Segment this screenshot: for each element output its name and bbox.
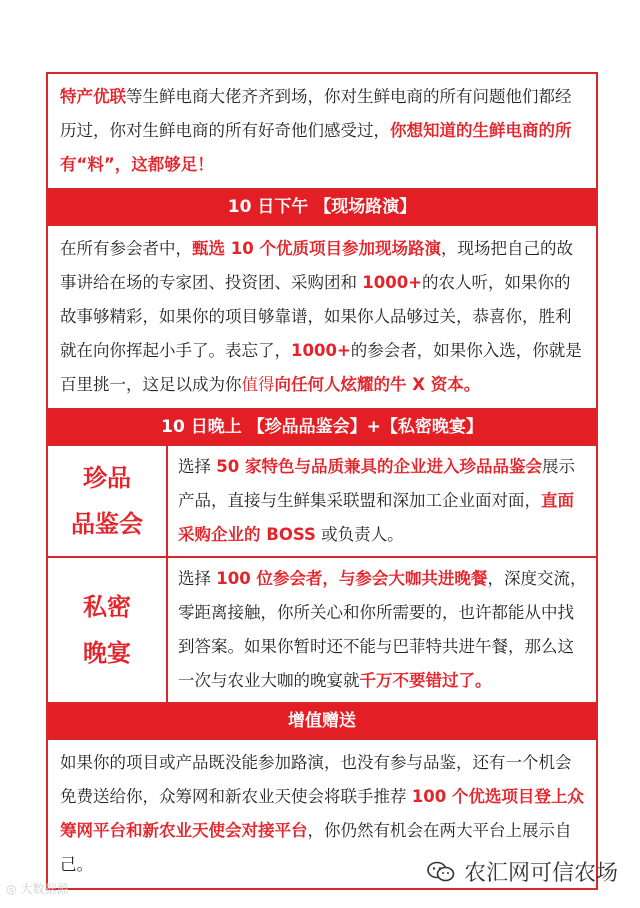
bonus-header: 增值赠送 (48, 704, 596, 740)
event-schedule-table (46, 72, 598, 890)
tasting-row (48, 446, 596, 558)
dinner-row (48, 558, 596, 704)
dinner-label: 私密 晚宴 (48, 558, 168, 702)
bonus-paragraph: 如果你的项目或产品既没能参加路演，也没有参与品鉴，还有一个机会免费送给你，众筹网和新农业天使会将联手推荐 100 个优选项目登上众筹网平台和新农业天使会对接平台，你仍然有机会在两大平台上展示自己。 (60, 753, 584, 874)
tasting-content: 选择 50 家特色与品质兼具的企业进入珍品品鉴会展示产品，直接与生鲜集采联盟和深加工企业面对面，直面采购企业的 BOSS 或负责人。 (178, 457, 575, 544)
intro-paragraph: 特产优联等生鲜电商大佬齐齐到场，你对生鲜电商的所有问题他们都经历过，你对生鲜电商的所有好奇他们感受过，你想知道的生鲜电商的所有“料”，这都够足！ (48, 74, 596, 190)
evening-header: 10 日晚上 【珍品品鉴会】+【私密晚宴】 (48, 410, 596, 446)
weibo-icon: ◎ (6, 881, 17, 896)
watermark: ◎ 大数据源 (6, 881, 69, 896)
afternoon-roadshow-header: 10 日下午 【现场路演】 (48, 190, 596, 226)
tasting-label: 珍品 品鉴会 (48, 446, 168, 556)
dinner-content: 选择 100 位参会者，与参会大咖共进晚餐，深度交流，零距离接触，你所关心和你所需要的，也许都能从中找到答案。如果你暂时还不能与巴菲特共进午餐，那么这一次与农业大咖的晚宴就千万不要错过了。 (178, 569, 587, 690)
wechat-icon (426, 860, 456, 884)
account-signature: 农汇网可信农场 (426, 856, 618, 887)
roadshow-paragraph: 在所有参会者中，甄选 10 个优质项目参加现场路演，现场把自己的故事讲给在场的专家团、投资团、采购团和 1000+的农人听，如果你的故事够精彩，如果你的项目够靠谱，如果你人品够过关，恭喜你，胜利就在向你挥起小手了。表忘了，1000+的参会者，如果你入选，你就是百里挑一，这足以成为你值得向任何人炫耀的牛 X 资本。 (48, 226, 596, 410)
